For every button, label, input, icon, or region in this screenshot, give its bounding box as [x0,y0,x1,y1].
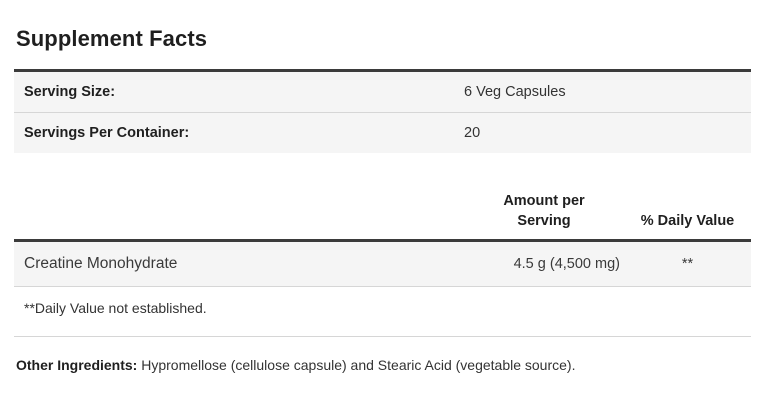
servings-per-container-label: Servings Per Container: [24,125,190,141]
daily-value-footnote: **Daily Value not established. [24,300,207,316]
servings-per-container-value: 20 [464,125,481,141]
other-ingredients-label: Other Ingredients: [16,357,138,373]
servings-per-container-row [14,113,751,153]
ingredient-amount: 4.5 g (4,500 mg) [513,256,620,272]
section-gap [14,153,751,191]
table-row [14,242,751,286]
serving-size-row [14,72,751,112]
other-ingredients-text: Hypromellose (cellulose capsule) and Stearic Acid (vegetable source). [137,357,576,373]
other-ingredients [14,337,751,375]
footnote-gap [14,316,751,336]
amount-header-line2: Serving [517,213,571,229]
serving-size-value: 6 Veg Capsules [464,84,566,100]
ingredient-name: Creatine Monohydrate [24,255,178,272]
amount-header-line1: Amount per [503,193,585,209]
serving-size-label: Serving Size: [24,84,116,100]
column-headers [14,191,751,239]
page-title: Supplement Facts [16,26,208,51]
ingredient-daily-value: ** [681,256,694,272]
daily-value-header: % Daily Value [640,213,735,229]
amount-per-serving-header [464,191,624,231]
